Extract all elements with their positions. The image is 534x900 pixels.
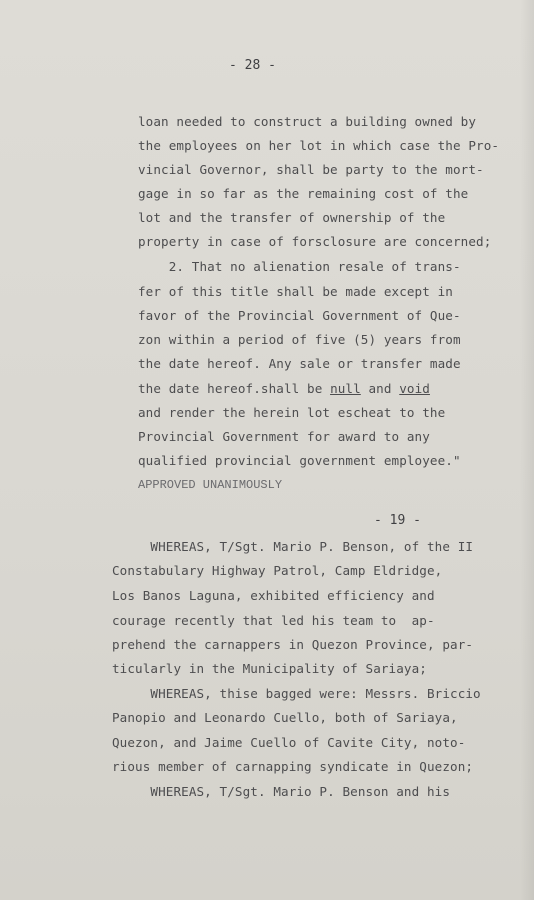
text-line: gage in so far as the remaining cost of the bbox=[138, 186, 469, 201]
text-line: and render the herein lot escheat to the bbox=[138, 405, 446, 420]
text-line: prehend the carnappers in Quezon Province, par- bbox=[112, 637, 474, 652]
text-line: vincial Governor, shall be party to the mort- bbox=[138, 162, 484, 177]
page-number: - 28 - bbox=[229, 58, 276, 73]
text-line: loan needed to construct a building owned by bbox=[138, 114, 477, 129]
text-line: Provincial Government for award to any bbox=[138, 429, 430, 444]
text-line: 2. That no alienation resale of trans- bbox=[138, 259, 461, 274]
text-line: the employees on her lot in which case the Pro- bbox=[138, 138, 500, 153]
text-line: WHEREAS, T/Sgt. Mario P. Benson and his bbox=[112, 784, 451, 799]
text-line: Constabulary Highway Patrol, Camp Eldridge, bbox=[112, 563, 443, 578]
text-line: lot and the transfer of ownership of the bbox=[138, 210, 446, 225]
text-line: fer of this title shall be made except in bbox=[138, 284, 453, 299]
text-line-null-void bbox=[138, 381, 430, 397]
text-line: Los Banos Laguna, exhibited efficiency and bbox=[112, 588, 435, 603]
text-line: property in case of forsclosure are concerned; bbox=[138, 234, 492, 249]
text-line: Quezon, and Jaime Cuello of Cavite City, noto- bbox=[112, 735, 466, 750]
text-line: WHEREAS, thise bagged were: Messrs. Briccio bbox=[112, 686, 481, 701]
text-line: qualified provincial government employee." bbox=[138, 453, 461, 468]
text-segment: and bbox=[360, 381, 400, 396]
text-line: WHEREAS, T/Sgt. Mario P. Benson, of the II bbox=[112, 539, 474, 554]
approved-unanimously: APPROVED UNANIMOUSLY bbox=[138, 478, 283, 492]
text-line: ticularly in the Municipality of Sariaya; bbox=[112, 661, 427, 676]
item-number: - 19 - bbox=[374, 513, 421, 528]
underlined-void: void bbox=[399, 381, 430, 396]
text-line: courage recently that led his team to ap- bbox=[112, 613, 435, 628]
text-line: the date hereof. Any sale or transfer made bbox=[138, 356, 461, 371]
text-line: zon within a period of five (5) years from bbox=[138, 332, 461, 347]
text-line: favor of the Provincial Government of Que- bbox=[138, 308, 461, 323]
text-line: rious member of carnapping syndicate in Quezon; bbox=[112, 759, 474, 774]
page-edge-shadow bbox=[520, 0, 534, 900]
underlined-null: null bbox=[330, 381, 361, 396]
text-segment: the date hereof.shall be bbox=[138, 381, 331, 396]
text-line: Panopio and Leonardo Cuello, both of Sariaya, bbox=[112, 710, 458, 725]
